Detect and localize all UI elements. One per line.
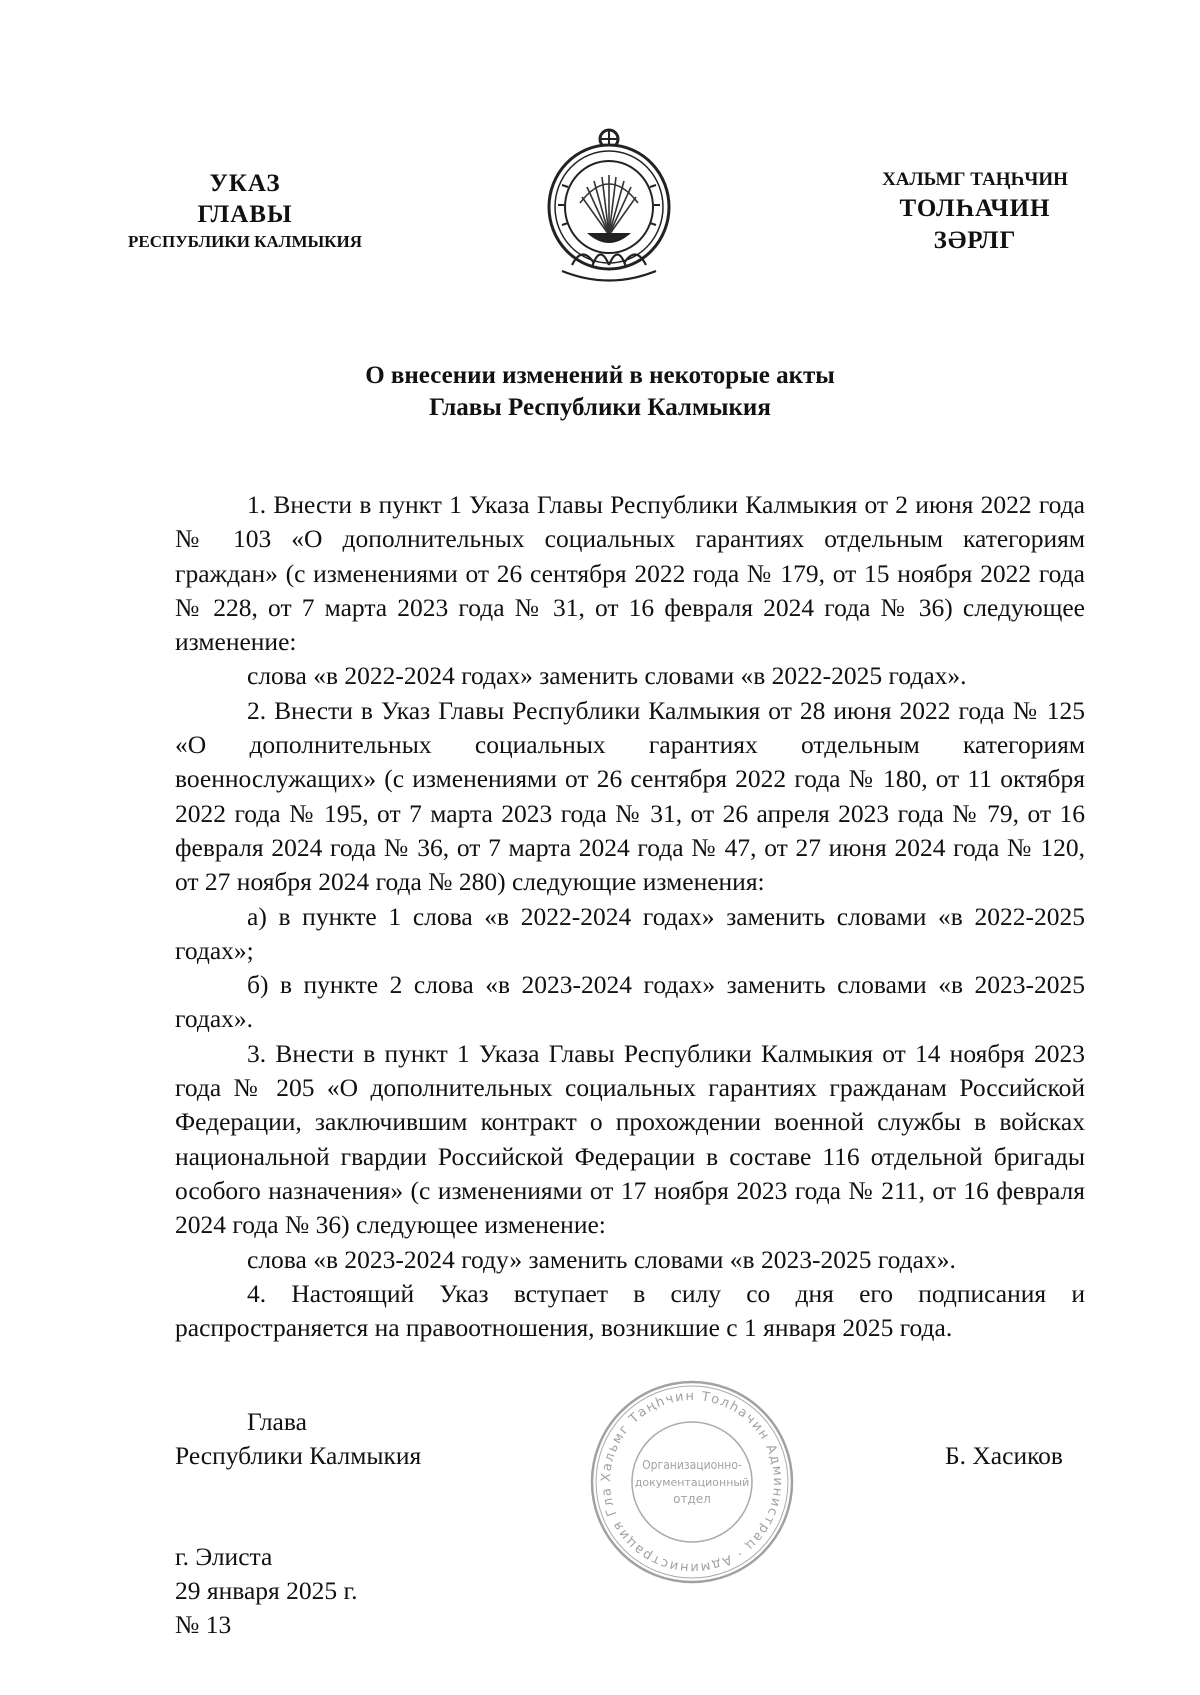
header-left-block	[95, 168, 395, 252]
seal-inner-line-1: Организационно-	[642, 1458, 742, 1472]
signatory-title-line-1: Глава	[247, 1407, 307, 1436]
document-footer	[175, 1540, 357, 1642]
paragraph-1-change: слова «в 2022-2024 годах» заменить словами «в 2022-2025 годах».	[247, 661, 967, 691]
document-date: 29 января 2025 г.	[175, 1576, 358, 1605]
paragraph-3-change: слова «в 2023-2024 году» заменить словами «в 2023-2025 годах».	[247, 1244, 956, 1274]
decree-label: УКАЗ	[209, 170, 281, 197]
paragraph-2b: б) в пункте 2 слова «в 2023-2024 годах» заменить словами «в 2023-2025 годах».	[175, 970, 1085, 1034]
document-title	[200, 360, 1000, 424]
signatory-title-line-2: Республики Калмыкия	[175, 1441, 422, 1470]
kalmyk-decree-label: ЗӘРЛГ	[933, 227, 1017, 255]
title-line-2: Главы Республики Калмыкия	[429, 394, 771, 421]
paragraph-2: 2. Внести в Указ Главы Республики Калмыкия от 28 июня 2022 года № 125 «О дополнительных социальных гарантиях отдельным категориям военнослужащих» (с изменениями от 26 сентября 2022 года № 180, от 11 октября 2022 года № 195, от 7 марта 2023 года № 31, от 26 апреля 2023 года № 79, от 16 февраля 2024 года № 36, от 7 марта 2024 года № 47, от 27 июня 2024 года № 120, от 27 ноября 2024 года № 280) следующие изменения:	[175, 695, 1085, 897]
paragraph-2a: а) в пункте 1 слова «в 2022-2024 годах» заменить словами «в 2022-2025 годах»;	[175, 901, 1085, 965]
seal-outer-text: Хальмг Таңһчин Толһачин Администрац · Администрация Гла	[598, 1388, 786, 1576]
signatory-name: Б. Хасиков	[945, 1441, 1063, 1470]
round-seal-icon	[585, 1375, 800, 1590]
title-line-1: О внесении изменений в некоторые акты	[365, 362, 835, 389]
place-of-signing: г. Элиста	[175, 1542, 273, 1571]
kalmyk-republic-label: ХАЛЬМГ ТАҢҺЧИН	[882, 169, 1068, 190]
republic-label: РЕСПУБЛИКИ КАЛМЫКИЯ	[127, 231, 363, 251]
paragraph-4: 4. Настоящий Указ вступает в силу со дня его подписания и распространяется на правоотношения, возникшие с 1 января 2025 года.	[175, 1278, 1085, 1343]
head-label: ГЛАВЫ	[197, 201, 293, 229]
paragraph-1: 1. Внести в пункт 1 Указа Главы Республики Калмыкия от 2 июня 2022 года № 103 «О дополнительных социальных гарантиях отдельным категориям граждан» (с изменениями от 26 сентября 2022 года № 179, от 15 ноября 2022 года № 228, от 7 марта 2023 года № 31, от 16 февраля 2024 года № 36) следующее изменение:	[175, 490, 1085, 657]
signatory-title	[175, 1405, 421, 1473]
document-body	[175, 488, 1085, 1345]
document-number: № 13	[175, 1610, 232, 1639]
kalmyk-head-label: ТОЛҺАЧИН	[899, 194, 1051, 222]
header-right-block	[840, 168, 1110, 258]
seal-inner-line-3: отдел	[673, 1492, 711, 1506]
paragraph-3: 3. Внести в пункт 1 Указа Главы Республики Калмыкия от 14 ноября 2023 года № 205 «О дополнительных социальных гарантиях гражданам Российской Федерации, заключившим контракт о прохождении военной службы в войсках национальной гвардии Российской Федерации в составе 116 отдельной бригады особого назначения» (с изменениями от 17 ноября 2023 года № 211, от 16 февраля 2024 года № 36) следующее изменение:	[175, 1038, 1085, 1240]
seal-inner-line-2: документационный	[634, 1476, 750, 1489]
coat-of-arms-icon	[542, 125, 677, 295]
